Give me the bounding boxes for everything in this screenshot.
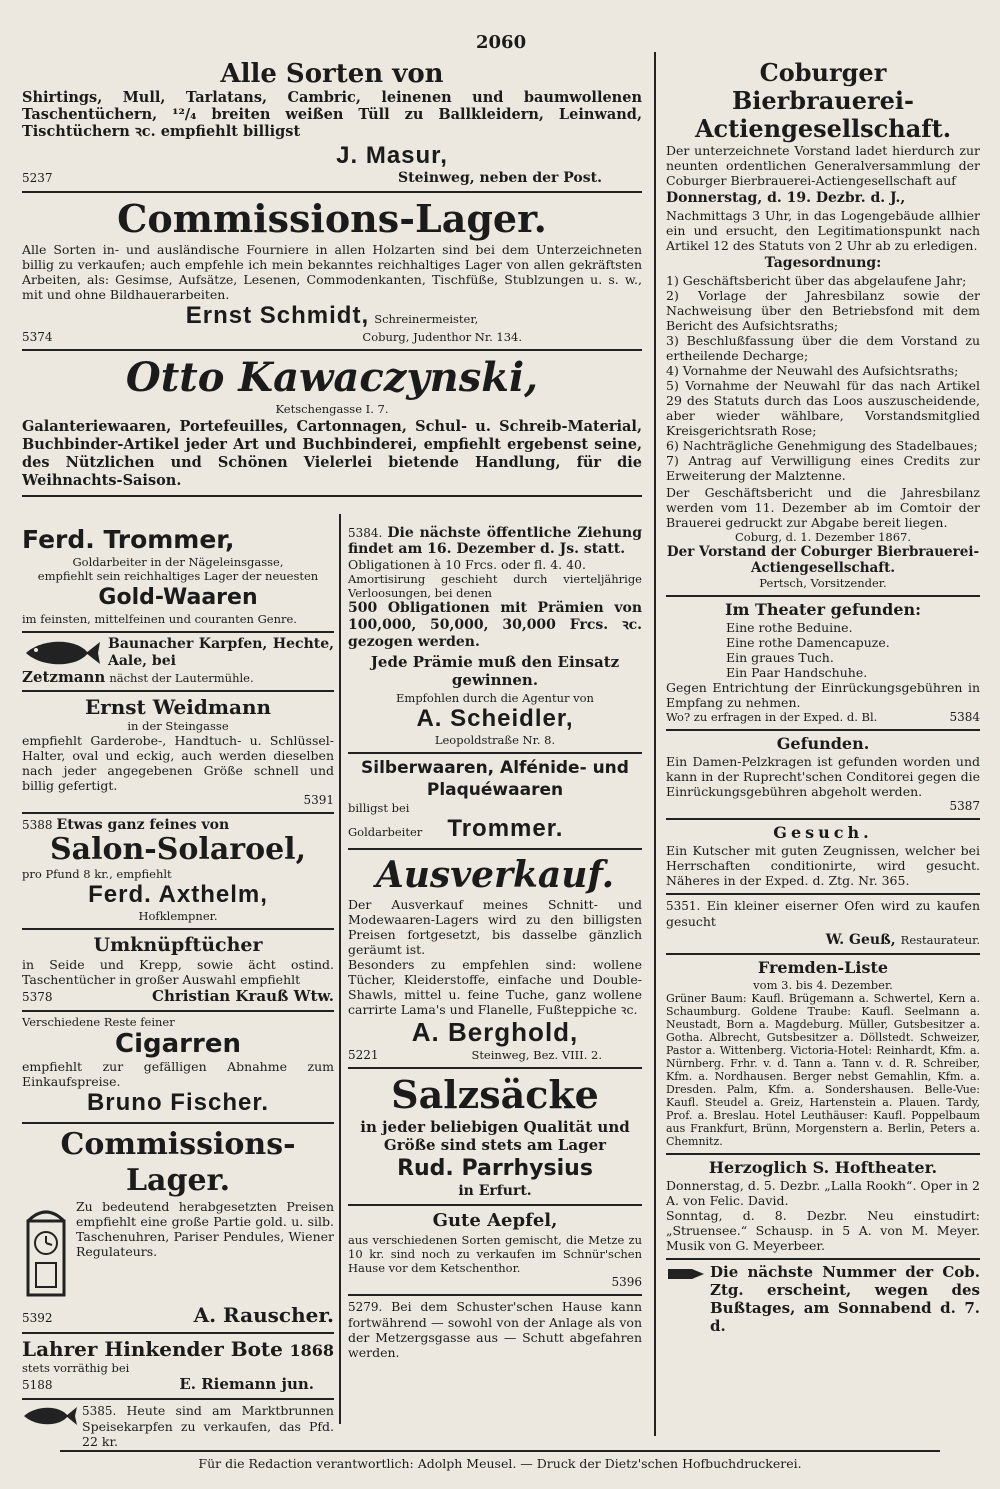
notice-title: Herzoglich S. Hoftheater. xyxy=(708,1158,938,1177)
notice-text: Wo? zu erfragen in der Exped. d. Bl. xyxy=(666,710,878,724)
found-item: Eine rothe Beduine. xyxy=(726,620,853,635)
ad-place: in Erfurt. xyxy=(458,1183,532,1199)
notice-number: 5387 xyxy=(949,799,980,813)
ad-line: 500 Obligationen mit Prämien von 100,000, 50,000, 30,000 Frcs. ꝛc. gezogen werden. xyxy=(348,600,642,650)
ad-line xyxy=(22,670,334,685)
notice-text: Der Geschäftsbericht und die Jahresbilanz werden vom 11. Dezember ab im Comtoir der Brauerei gedruckt zur Abgabe bereit liegen. xyxy=(666,485,980,530)
ad-ausverkauf xyxy=(348,850,642,1069)
ad-text: Shirtings, Mull, Tarlatans, Cambric, leinenen und baumwollenen Taschentüchern, ¹²/₄ breiten weißen Tüll zu Ballkleidern, Leinwand, Tischtüchern ꝛc. empfiehlt billigst xyxy=(22,89,642,140)
ad-line xyxy=(348,525,642,557)
notice-hoftheater xyxy=(666,1155,980,1260)
ad-karpfen xyxy=(22,633,334,692)
notice-title: Gesuch. xyxy=(773,823,873,842)
agenda-item: 4) Vornahme der Neuwahl des Aufsichtsraths; xyxy=(666,363,959,378)
ad-line: pro Pfund 8 kr., empfiehlt xyxy=(22,867,172,881)
ad-line xyxy=(82,1403,334,1449)
right-column xyxy=(666,56,980,1466)
ad-number: 5392 xyxy=(22,1311,53,1325)
ad-cigarren xyxy=(22,1012,334,1124)
ad-line: Etwas ganz feines von xyxy=(56,817,230,833)
ad-silberwaaren xyxy=(348,754,642,850)
ad-text: Der Ausverkauf meines Schnitt- und Modewaaren-Lagers wird zu den billigsten Preisen fortgesetzt, bis dasselbe gänzlich geräumt ist. xyxy=(348,897,642,957)
ad-title: Commissions-Lager. xyxy=(117,196,547,241)
ad-aepfel xyxy=(348,1206,642,1296)
ad-line: stets vorräthig bei xyxy=(22,1361,130,1375)
ad-schutt xyxy=(348,1296,642,1365)
ad-line xyxy=(348,1299,642,1360)
agenda-list xyxy=(666,273,980,483)
ad-product: Salon-Solaroel, xyxy=(49,832,307,867)
agenda-item: 5) Vornahme der Neuwahl für das nach Artikel 29 des Statuts durch das Loos auszuscheidende, aber wieder wählbare, Vorstandsmitglied Kreisgerichtsrath Rose; xyxy=(666,378,980,438)
ad-signature xyxy=(22,302,642,330)
ad-bote xyxy=(22,1334,334,1400)
notice-text: Ein kleiner eiserner Ofen wird zu kaufen gesucht xyxy=(666,898,980,929)
ad-line: Obligationen à 10 Frcs. oder fl. 4. 40. xyxy=(348,557,586,572)
notice-text: Der unterzeichnete Vorstand ladet hierdurch zur neunten ordentlichen Generalversammlung der Coburger Bierbrauerei-Actiengesellschaft auf xyxy=(666,143,980,188)
notice-gesuch xyxy=(666,820,980,895)
ad-address: Leopoldstraße Nr. 8. xyxy=(434,733,556,747)
ad-year: 1868 xyxy=(289,1341,334,1360)
ad-address: Coburg, Judenthor Nr. 134. xyxy=(362,330,522,344)
notice-text: Gegen Entrichtung der Einrückungsgebühren in Empfang zu nehmen. xyxy=(666,680,980,710)
notice-text: Ein Damen-Pelzkragen ist gefunden worden und kann in der Ruprecht'schen Conditorei gegen die Einrückungsgebühren abgeholt werden. xyxy=(666,754,980,799)
ad-text: empfiehlt Garderobe-, Handtuch- u. Schlüssel-Halter, oval und eckig, auch werden dieselben nach jeder angegebenen Größe schnell und billig gefertigt. xyxy=(22,733,334,793)
ad-text: in Seide und Krepp, sowie ächt ostind. Taschentücher in großer Auswahl empfiehlt xyxy=(22,957,334,987)
ad-role: Schreinermeister, xyxy=(374,312,479,326)
agenda-item: 6) Nachträgliche Genehmigung des Stadelbaues; xyxy=(666,438,978,453)
ad-name: Ernst Schmidt, xyxy=(185,302,370,329)
ad-solaroel xyxy=(22,814,334,930)
fish-icon xyxy=(22,636,102,670)
ad-number: 5378 xyxy=(22,990,53,1004)
ad-number: 5374 xyxy=(22,330,53,344)
notice-text: Donnerstag, d. 5. Dezbr. „Lalla Rookh“. Oper in 2 A. von Felic. David. xyxy=(666,1178,980,1208)
ad-name: Ferd. Axthelm, xyxy=(88,881,268,908)
agenda-title: Tagesordnung: xyxy=(764,255,882,271)
notice-text: Nachmittags 3 Uhr, in das Logengebäude allhier ein und ersucht, den Legitimationspunkt nach Artikel 12 des Statuts von 2 Uhr ab zu erledigen. xyxy=(666,208,980,253)
ad-title: Otto Kawaczynski, xyxy=(125,354,539,401)
ad-name: Ernst Weidmann xyxy=(84,695,272,719)
ad-text: in jeder beliebigen Qualität und Größe sind stets am Lager xyxy=(360,1118,630,1154)
sub-column-right xyxy=(348,522,642,1365)
ad-umknuepftuecher xyxy=(22,930,334,1012)
notice-text: Die nächste Nummer der Cob. Ztg. erscheint, wegen des Bußtages, am Sonnabend d. 7. d. xyxy=(710,1263,980,1335)
ad-rauscher xyxy=(22,1124,334,1334)
ad-line: empfiehlt sein reichhaltiges Lager der neuesten xyxy=(37,569,319,583)
ad-role: Goldarbeiter xyxy=(348,825,423,839)
found-item: Ein Paar Handschuhe. xyxy=(726,665,868,680)
ad-title: Commissions-Lager. xyxy=(60,1127,296,1198)
ad-text: Bei dem Schuster'schen Hause kann fortwährend — sowohl von der Anlage als von der Metzergsgasse aus — Schutt abgefahren werden. xyxy=(348,1299,642,1360)
notice-number: 5384 xyxy=(949,710,980,724)
agenda-item: 7) Antrag auf Verwilligung eines Credits zur Erweiterung der Malztenne. xyxy=(666,453,980,483)
ad-title: Salzsäcke xyxy=(391,1072,599,1117)
notice-title: Gefunden. xyxy=(776,734,870,753)
notice-date: Coburg, d. 1. Dezember 1867. xyxy=(735,530,911,544)
ad-kawaczynski xyxy=(22,351,642,497)
ad-role: Hofklempner. xyxy=(138,909,218,923)
notice-date: Donnerstag, d. 19. Dezbr. d. J., xyxy=(666,190,906,206)
ad-number: 5385. xyxy=(82,1404,117,1418)
notice-subtitle: vom 3. bis 4. Dezember. xyxy=(753,978,893,992)
ad-number: 5188 xyxy=(22,1378,53,1392)
ad-name: A. Rauscher. xyxy=(193,1303,334,1327)
notice-gefunden xyxy=(666,731,980,820)
notice-next-issue xyxy=(666,1260,980,1340)
sub-column-left xyxy=(22,522,334,1454)
ad-title: Lahrer Hinkender Bote xyxy=(22,1337,283,1361)
ad-line: nächst der Lautermühle. xyxy=(109,671,254,685)
ad-number: 5237 xyxy=(22,171,53,185)
ad-ziehung xyxy=(348,522,642,754)
ad-line: Jede Prämie muß den Einsatz gewinnen. xyxy=(370,653,620,689)
ad-name: A. Berghold, xyxy=(411,1017,579,1047)
ad-text: Galanteriewaaren, Portefeuilles, Cartonnagen, Schul- u. Schreib-Material, Buchbinder-Artikel jeder Art und Buchbinderei, empfiehlt ergebenst seine, des Nützlichen und Schönen Vielerlei bietende Handlung, für die Weihnachts-Saison. xyxy=(22,418,642,489)
notice-number: 5351. xyxy=(666,899,701,913)
ad-title: Umknüpftücher xyxy=(93,934,263,956)
ad-masur xyxy=(22,56,642,193)
ad-text: Zu bedeutend herabgesetzten Preisen empfiehlt eine große Partie gold. u. silb. Taschenuhren, Pariser Pendules, Wiener Regulateurs. xyxy=(76,1199,334,1259)
notice-text: Ein Kutscher mit guten Zeugnissen, welcher bei Herrschaften conditionirte, wird gesucht. Näheres in der Exped. d. Ztg. Nr. 365. xyxy=(666,843,980,888)
notice-title: Im Theater gefunden: xyxy=(724,600,922,619)
fish-icon xyxy=(22,1403,78,1429)
pointing-hand-icon xyxy=(666,1263,706,1285)
ad-line: im feinsten, mittelfeinen und couranten Genre. xyxy=(22,612,297,626)
ad-name: Zetzmann xyxy=(22,668,106,686)
column-rule xyxy=(654,52,656,1436)
notice-coburger-bierbrauerei xyxy=(666,56,980,597)
ad-line xyxy=(22,817,334,833)
ad-title: Silberwaaren, Alfénide- und Plaquéwaaren xyxy=(361,758,629,800)
ad-number: 5388 xyxy=(22,818,53,832)
notice-signature: Pertsch, Vorsitzender. xyxy=(759,576,887,590)
ad-trommer xyxy=(22,522,334,633)
ad-number: 5396 xyxy=(611,1275,642,1289)
notice-signature xyxy=(666,929,980,948)
agenda-item: 2) Vorlage der Jahresbilanz sowie der Nachweisung über den Betriebsfond mit dem Bericht des Aufsichtsraths; xyxy=(666,288,980,333)
agenda-item: 1) Geschäftsbericht über das abgelaufene Jahr; xyxy=(666,273,967,288)
found-item: Eine rothe Damencapuze. xyxy=(726,635,890,650)
ad-text: Heute sind am Marktbrunnen Speisekarpfen zu verkaufen, das Pfd. 22 kr. xyxy=(82,1403,334,1449)
item-list xyxy=(666,620,980,680)
ad-name: A. Scheidler, xyxy=(416,705,574,732)
ad-name: Rud. Parrhysius xyxy=(397,1156,593,1181)
notice-fremden-liste xyxy=(666,955,980,1155)
ad-address: Steinweg, neben der Post. xyxy=(398,170,602,186)
ad-number: 5384. xyxy=(348,526,383,540)
ad-text: Besonders zu empfehlen sind: wollene Tücher, Kleiderstoffe, einfache und Double-Shawls, mittel u. feine Tuche, ganz wollene carrirte Lama's und Flanelle, Fußteppiche ꝛc. xyxy=(348,957,642,1017)
ad-line: billigst bei xyxy=(348,801,410,815)
ad-address: Ketschengasse I. 7. xyxy=(275,402,389,416)
ad-title: Baunacher Karpfen, Hechte, Aale, bei xyxy=(108,636,334,669)
clock-icon xyxy=(22,1201,70,1301)
ad-speisekarpfen xyxy=(22,1400,334,1454)
ad-product: Gold-Waaren xyxy=(98,585,258,610)
ad-name: Bruno Fischer. xyxy=(86,1089,270,1116)
ad-line: in der Steingasse xyxy=(127,719,229,733)
agenda-item: 3) Beschlußfassung über die dem Vorstand zu ertheilende Decharge; xyxy=(666,333,980,363)
ad-name: Christian Krauß Wtw. xyxy=(152,987,334,1005)
notice-name: W. Geuß, xyxy=(825,932,896,948)
left-column xyxy=(22,56,642,1449)
ad-number: 5391 xyxy=(303,793,334,807)
ad-name: Ferd. Trommer, xyxy=(22,525,235,554)
ad-name: Trommer. xyxy=(447,815,564,842)
notice-ofen xyxy=(666,895,980,955)
ad-title: Gute Aepfel, xyxy=(432,1210,558,1231)
footer: Für die Redaction verantwortlich: Adolph Meusel. — Druck der Dietz'schen Hofbuchdruckerei. xyxy=(60,1450,940,1471)
ad-line: Goldarbeiter in der Nägeleinsgasse, xyxy=(72,555,284,569)
ad-text: aus verschiedenen Sorten gemischt, die Metze zu 10 kr. sind noch zu verkaufen im Schnür'schen Hause vor dem Ketschenthor. xyxy=(348,1233,642,1275)
notice-text: Grüner Baum: Kaufl. Brügemann a. Schwertel, Kern a. Schaumburg. Goldene Traube: Kaufl. Seelmann a. Neustadt, Born a. Magdeburg. Müller, Gutsbesitzer a. Gotha. Albrecht, Gutsbesitzer a. Döllstedt. Schweizer, Pastor a. Wittenberg. Victoria-Hotel: Reinhardt, Kfm. a. Nürnberg. Frhr. v. d. Tann a. Tann v. d. R. Schreiber, Kfm. a. Nordhausen. Berger nebst Gemahlin, Kfm. a. Dresden. Palm, Kfm. a. Sondershausen. Belle-Vue: Kaufl. Steudel a. Greiz, Hartenstein a. Plauen. Tardy, Prof. a. Breslau. Hotel Leuthäuser: Kaufl. Poppelbaum aus Frankfurt, Brünn, Morgenstern a. Berlin, Peters a. Chemnitz. xyxy=(666,992,980,1148)
ad-title: Alle Sorten von xyxy=(220,59,444,89)
page-number: 2060 xyxy=(476,32,527,53)
ad-name: J. Masur, xyxy=(336,142,448,169)
found-item: Ein graues Tuch. xyxy=(726,650,834,665)
ad-name: E. Riemann jun. xyxy=(179,1375,314,1393)
ad-line xyxy=(348,815,642,843)
notice-line xyxy=(666,898,980,929)
ad-text: Die nächste öffentliche Ziehung findet am 16. Dezember d. Js. statt. xyxy=(348,525,642,557)
ad-line: Amortisirung geschieht durch vierteljährige Verloosungen, bei denen xyxy=(348,572,642,600)
ad-number: 5279. xyxy=(348,1300,383,1314)
notice-theater-gefunden xyxy=(666,597,980,731)
notice-text: Sonntag, d. 8. Dezbr. Neu einstudirt: „Struensee.“ Schausp. in 5 A. von M. Meyer. Musik von G. Meyerbeer. xyxy=(666,1208,980,1253)
ad-title: Ausverkauf. xyxy=(375,854,615,896)
ad-text: empfiehlt zur gefälligen Abnahme zum Einkaufspreise. xyxy=(22,1059,334,1089)
ad-number: 5221 xyxy=(348,1048,379,1062)
ad-weidmann xyxy=(22,692,334,814)
ad-address: Steinweg, Bez. VIII. 2. xyxy=(471,1048,602,1062)
notice-title: Fremden-Liste xyxy=(757,958,889,977)
notice-title: Coburger Bierbrauerei-Actiengesellschaft. xyxy=(694,58,952,143)
ad-commissions-lager xyxy=(22,193,642,351)
ad-salzsaecke xyxy=(348,1069,642,1206)
notice-signature: Der Vorstand der Coburger Bierbrauerei-Actiengesellschaft. xyxy=(666,544,980,576)
ad-line: Empfohlen durch die Agentur von xyxy=(396,691,594,705)
ad-text: Alle Sorten in- und ausländische Fourniere in allen Holzarten sind bei dem Unterzeichneten billig zu verkaufen; auch empfehle ich mein bekanntes reichhaltiges Lager von allen gekräftsten Arbeiten, als: Gesimse, Aufsätze, Lesenen, Commodenkanten, Tischfüße, Stublzungen u. s. w., mit und ohne Bildhauerarbeiten. xyxy=(22,242,642,302)
ad-line: Verschiedene Reste feiner xyxy=(22,1015,175,1029)
ad-product: Cigarren xyxy=(115,1029,241,1059)
notice-role: Restaurateur. xyxy=(900,933,980,947)
